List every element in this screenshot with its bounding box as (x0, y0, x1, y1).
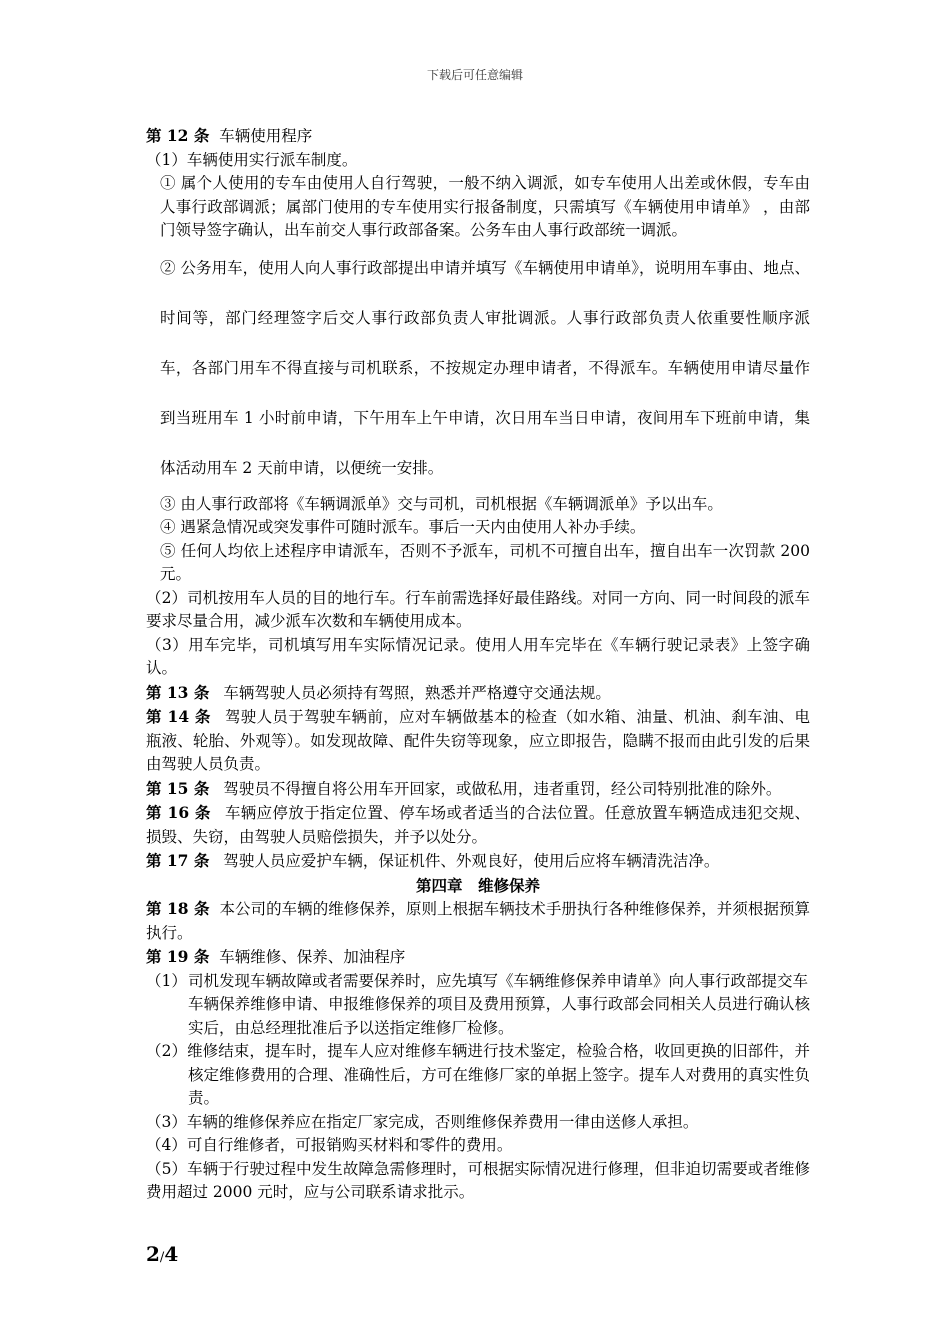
article-label: 第 19 条 (146, 947, 210, 966)
article-12 (146, 124, 810, 149)
paragraph: （1）车辆使用实行派车制度。 (146, 150, 358, 169)
article-16 (146, 801, 810, 849)
paragraph: （2）司机按用车人员的目的地行车。行车前需选择好最佳路线。对同一方向、同一时间段的派车要求尽量合用，减少派车次数和车辆使用成本。 (146, 588, 810, 630)
page-number (146, 1242, 178, 1266)
page-separator: / (159, 1250, 165, 1265)
paragraph: ⑤ 任何人均依上述程序申请派车，否则不予派车，司机不可擅自出车，擅自出车一次罚款 200 元。 (160, 541, 810, 583)
article-17 (146, 849, 810, 874)
article-13 (146, 681, 810, 706)
paragraph (146, 970, 810, 994)
article-label: 第 18 条 (146, 899, 210, 918)
page-header: 下载后可任意编辑 (426, 68, 523, 82)
item-text: 司机发现车辆故障或者需要保养时，应先填写《车辆维修保养申请单》向人事行政部提交车 (188, 971, 809, 990)
paragraph: （4）可自行维修者，可报销购买材料和零件的费用。 (146, 1136, 513, 1154)
article-15 (146, 777, 810, 802)
paragraph: ④ 遇紧急情况或突发事件可随时派车。事后一天内由使用人补办手续。 (160, 518, 646, 536)
article-text: 驾驶员不得擅自将公用车开回家，或做私用，违者重罚，经公司特别批准的除外。 (223, 779, 782, 798)
item-number: （1） (146, 971, 187, 990)
article-14 (146, 705, 810, 777)
current-page: 2 (146, 1242, 160, 1266)
article-text: 车辆维修、保养、加油程序 (219, 948, 406, 966)
paragraph: （5）车辆于行驶过程中发生故障急需修理时，可根据实际情况进行修理，但非迫切需要或者维修费用超过 2000 元时，应与公司联系请求批示。 (146, 1159, 810, 1201)
paragraph: （3）用车完毕，司机填写用车实际情况记录。使用人用车完毕在《车辆行驶记录表》上签字确认。 (146, 635, 810, 677)
paragraph: 车辆保养维修申请、申报维修保养的项目及费用预算，人事行政部会同相关人员进行确认核实后，由总经理批准后予以送指定维修厂检修。 (188, 995, 810, 1037)
article-18 (146, 897, 810, 945)
document-body (146, 124, 810, 1205)
article-label: 第 16 条 (146, 803, 211, 822)
article-19 (146, 945, 810, 970)
paragraph: （3）车辆的维修保养应在指定厂家完成，否则维修保养费用一律由送修人承担。 (146, 1112, 699, 1131)
article-text: 车辆使用程序 (219, 127, 313, 145)
total-pages: 4 (164, 1242, 179, 1266)
article-text: 本公司的车辆的维修保养，原则上根据车辆技术手册执行各种维修保养，并须根据预算执行。 (146, 900, 810, 942)
article-label: 第 13 条 (146, 682, 210, 702)
article-text: 驾驶人员应爱护车辆，保证机件、外观良好，使用后应将车辆清洗洁净。 (223, 852, 720, 870)
article-label: 第 12 条 (146, 126, 210, 145)
paragraph: ② 公务用车，使用人向人事行政部提出申请并填写《车辆使用申请单》，说明用车事由、地点、时间等，部门经理签字后交人事行政部负责人审批调派。人事行政部负责人依重要性顺序派车，各部门用车不得直接与司机联系，不按规定办理申请者，不得派车。车辆使用申请尽量作到当班用车 1 小时前申请，下午用车上午申请，次日用车当日申请，夜间用车下班前申请，集体活动用车 2 天前申请，以便统一安排。 (160, 258, 810, 477)
article-label: 第 17 条 (146, 851, 210, 870)
paragraph: （2）维修结束，提车时，提车人应对维修车辆进行技术鉴定，检验合格，收回更换的旧部件，并核定维修费用的合理、准确性后，方可在维修厂家的单据上签字。提车人对费用的真实性负责。 (146, 1042, 810, 1107)
paragraph: ③ 由人事行政部将《车辆调派单》交与司机，司机根据《车辆调派单》予以出车。 (160, 494, 723, 513)
article-label: 第 15 条 (146, 778, 210, 798)
chapter-title: 第四章 维修保养 (415, 875, 540, 895)
article-text: 车辆驾驶人员必须持有驾照，熟悉并严格遵守交通法规。 (223, 683, 611, 702)
paragraph: ① 属个人使用的专车由使用人自行驾驶，一般不纳入调派，如专车使用人出差或休假，专车由人事行政部调派；属部门使用的专车使用实行报备制度，只需填写《车辆使用申请单》 ，由部门领导签字确认，出车前交人事行政部备案。公务车由人事行政部统一调派。 (160, 174, 810, 239)
article-text: 车辆应停放于指定位置、停车场或者适当的合法位置。任意放置车辆造成违犯交规、损毁、失窃，由驾驶人员赔偿损失，并予以处分。 (146, 804, 810, 846)
article-text: 驾驶人员于驾驶车辆前，应对车辆做基本的检查（如水箱、油量、机油、刹车油、电瓶液、轮胎、外观等）。如发现故障、配件失窃等现象，应立即报告，隐瞒不报而由此引发的后果由驾驶人员负责。 (146, 708, 810, 773)
article-label: 第 14 条 (146, 707, 211, 726)
